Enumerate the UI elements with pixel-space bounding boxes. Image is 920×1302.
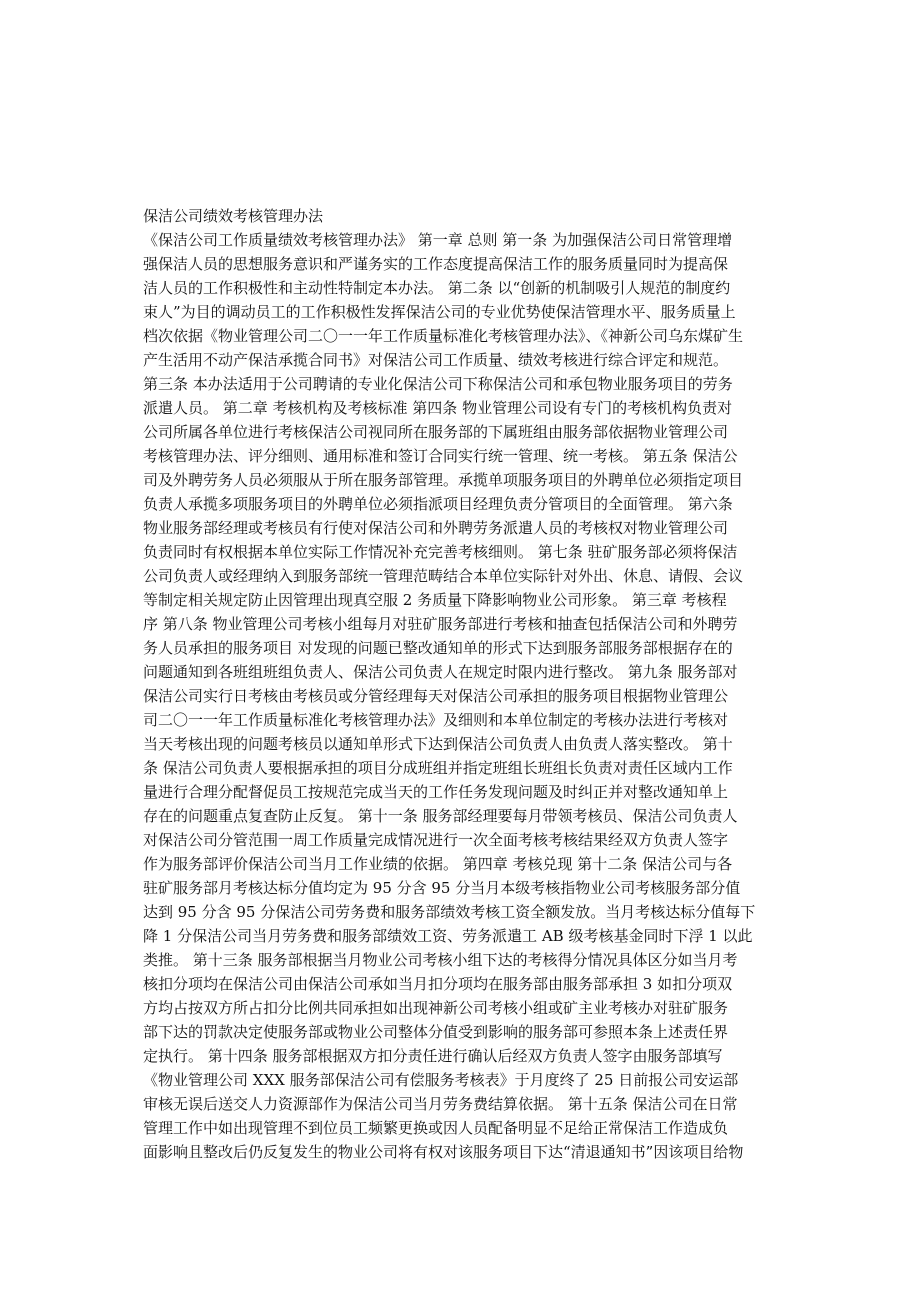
- body-text-line: 束人”为目的调动员工的工作积极性发挥保洁公司的专业优势使保洁管理水平、服务质量上: [143, 303, 736, 321]
- body-text-line: 司二〇一一年工作质量标准化考核管理办法》及细则和本单位制定的考核办法进行考核对: [143, 711, 729, 729]
- body-text-line: 等制定相关规定防止因管理出现真空服 2 务质量下降影响物业公司形象。 第三章 考核程: [143, 591, 727, 609]
- body-text-line: 管理工作中如出现管理不到位员工频繁更换或因人员配备明显不足给正常保洁工作造成负: [143, 1119, 729, 1137]
- body-text-line: 对保洁公司分管范围一周工作质量完成情况进行一次全面考核考核结果经双方负责人签字: [143, 831, 729, 849]
- body-text-line: 洁人员的工作积极性和主动性特制定本办法。 第二条 以“创新的机制吸引人规范的制度约: [143, 279, 731, 297]
- body-text-line: 定执行。 第十四条 服务部根据双方扣分责任进行确认后经双方负责人签字由服务部填写: [143, 1047, 723, 1065]
- body-text-line: 派遣人员。 第二章 考核机构及考核标准 第四条 物业管理公司设有专门的考核机构负责对: [143, 399, 733, 417]
- document-title: 保洁公司绩效考核管理办法: [143, 207, 324, 225]
- body-text-line: 产生活用不动产保洁承揽合同书》对保洁公司工作质量、绩效考核进行综合评定和规范。: [143, 351, 729, 369]
- body-text-line: 《保洁公司工作质量绩效考核管理办法》 第一章 总则 第一条 为加强保洁公司日常管理增: [143, 231, 733, 249]
- body-text-line: 存在的问题重点复查防止反复。 第十一条 服务部经理要每月带领考核员、保洁公司负责人: [143, 807, 738, 825]
- body-text-line: 当天考核出现的问题考核员以通知单形式下达到保洁公司负责人由负责人落实整改。 第十: [143, 735, 733, 753]
- body-text-line: 《物业管理公司 XXX 服务部保洁公司有偿服务考核表》于月度终了 25 日前报公司安运部: [143, 1071, 739, 1089]
- body-text-line: 驻矿服务部月考核达标分值均定为 95 分含 95 分当月本级考核指物业公司考核服务部分值: [143, 879, 741, 897]
- body-text-line: 问题通知到各班组班组负责人、保洁公司负责人在规定时限内进行整改。 第九条 服务部对: [143, 663, 738, 681]
- body-text-line: 档次依据《物业管理公司二〇一一年工作质量标准化考核管理办法》、《神新公司乌东煤矿生: [143, 327, 744, 345]
- body-text-line: 降 1 分保洁公司当月劳务费和服务部绩效工资、劳务派遣工 AB 级考核基金同时下浮 1 以此: [143, 927, 753, 945]
- body-text-line: 公司负责人或经理纳入到服务部统一管理范畴结合本单位实际针对外出、休息、请假、会议: [143, 567, 744, 585]
- body-text-line: 公司所属各单位进行考核保洁公司视同所在服务部的下属班组由服务部依据物业管理公司: [143, 423, 729, 441]
- body-text-line: 方均占按双方所占扣分比例共同承担如出现神新公司考核小组或矿主业考核办对驻矿服务: [143, 999, 729, 1017]
- body-text-line: 达到 95 分含 95 分保洁公司劳务费和服务部绩效考核工资全额发放。当月考核达标分值每下: [143, 903, 756, 921]
- body-text-line: 量进行合理分配督促员工按规范完成当天的工作任务发现问题及时纠正并对整改通知单上: [143, 783, 729, 801]
- body-text-line: 核扣分项均在保洁公司由保洁公司承如当月扣分项均在服务部由服务部承担 3 如扣分项双: [143, 975, 733, 993]
- body-text-line: 考核管理办法、评分细则、通用标准和签订合同实行统一管理、统一考核。 第五条 保洁公: [143, 447, 738, 465]
- body-text-line: 务人员承担的服务项目 对发现的问题已整改通知单的形式下达到服务部服务部根据存在的: [143, 639, 733, 657]
- body-text-line: 审核无误后送交人力资源部作为保洁公司当月劳务费结算依据。 第十五条 保洁公司在日常: [143, 1095, 738, 1113]
- body-text-line: 物业服务部经理或考核员有行使对保洁公司和外聘劳务派遣人员的考核权对物业管理公司: [143, 519, 729, 537]
- body-text-line: 第三条 本办法适用于公司聘请的专业化保洁公司下称保洁公司和承包物业服务项目的劳务: [143, 375, 733, 393]
- body-text-line: 面影响且整改后仍反复发生的物业公司将有权对该服务项目下达“清退通知书”因该项目给物: [143, 1143, 744, 1161]
- body-text-line: 条 保洁公司负责人要根据承担的项目分成班组并指定班组长班组长负责对责任区域内工作: [143, 759, 733, 777]
- body-text-line: 部下达的罚款决定使服务部或物业公司整体分值受到影响的服务部可参照本条上述责任界: [143, 1023, 729, 1041]
- body-text-line: 序 第八条 物业管理公司考核小组每月对驻矿服务部进行考核和抽查包括保洁公司和外聘劳: [143, 615, 738, 633]
- body-text-line: 保洁公司实行日考核由考核员或分管经理每天对保洁公司承担的服务项目根据物业管理公: [143, 687, 729, 705]
- body-text-line: 强保洁人员的思想服务意识和严谨务实的工作态度提高保洁工作的服务质量同时为提高保: [143, 255, 729, 273]
- body-text-line: 类推。 第十三条 服务部根据当月物业公司考核小组下达的考核得分情况具体区分如当月考: [143, 951, 738, 969]
- body-text-line: 作为服务部评价保洁公司当月工作业绩的依据。 第四章 考核兑现 第十二条 保洁公司与各: [143, 855, 733, 873]
- body-text-line: 负责同时有权根据本单位实际工作情况补充完善考核细则。 第七条 驻矿服务部必须将保洁: [143, 543, 738, 561]
- body-text-line: 司及外聘劳务人员必须服从于所在服务部管理。承揽单项服务项目的外聘单位必须指定项目: [143, 471, 744, 489]
- body-text-line: 负责人承揽多项服务项目的外聘单位必须指派项目经理负责分管项目的全面管理。 第六条: [143, 495, 733, 513]
- document-body: [143, 228, 793, 1164]
